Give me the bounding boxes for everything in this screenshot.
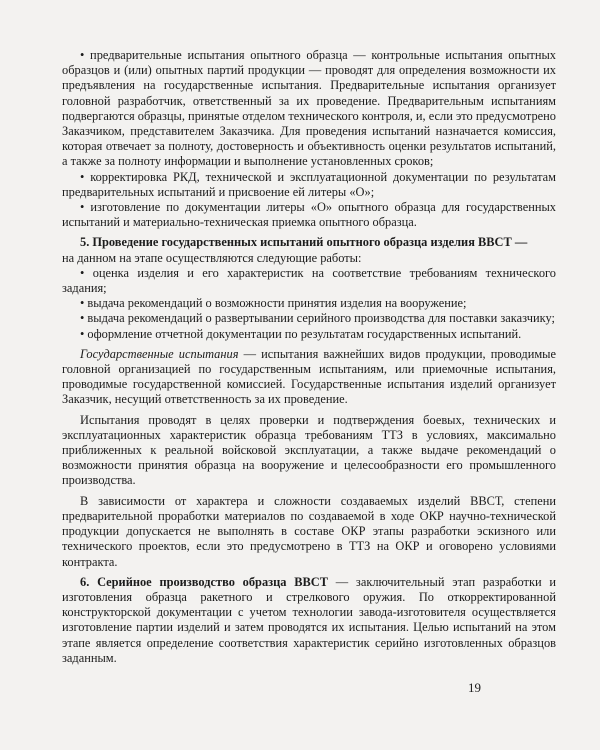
section-5-heading: 5. Проведение государственных испытаний опытного образца изделия ВВСТ — (80, 235, 528, 250)
bullet-rkd-correction: • корректировка РКД, технической и эксплуатационной документации по результатам предварительных испытаний и присвоение ей литеры «О»; (62, 169, 556, 199)
section-5-item: • оформление отчетной документации по результатам государственных испытаний. (80, 326, 522, 341)
section-5-intro: на данном на этапе осуществляются следующие работы: (62, 250, 362, 265)
section-5-item: • выдача рекомендаций о возможности принятия изделия на вооружение; (80, 296, 467, 311)
section-5-item: • оценка изделия и его характеристик на соответствие требованиям технического задания; (62, 265, 556, 296)
body-text (62, 48, 556, 666)
tests-purpose-paragraph: Испытания проводят в целях проверки и подтверждения боевых, технических и эксплуатационных характеристик образца требованиям ТТЗ в условиях, максимально приближенных к реальной войсковой эксплуатации, а также выдаче рекомендаций о возможности принятия образца на вооружение и целесообразности его промышленного производства. (62, 412, 556, 488)
page-number: 19 (468, 680, 481, 695)
bullet-manufacture-litera-o: • изготовление по документации литеры «О» опытного образца для государственных испытаний и материально-техническая приемка опытного образца. (62, 200, 556, 230)
section-5-item: • выдача рекомендаций о развертывании серийного производства для поставки заказчику; (80, 311, 555, 326)
definition-term: Государственные испытания (80, 346, 239, 361)
dependence-paragraph: В зависимости от характера и сложности создаваемых изделий ВВСТ, степени предварительной проработки материалов по создаваемой в ходе ОКР научно-технической продукции допускается не выполнять в составе ОКР этапы разработки эскизного или технического проектов, если это предусмотрено в ТТЗ на ОКР и оговорено условиями контракта. (62, 493, 556, 569)
definition-text: — испытания важнейших видов продукции, проводимые головной организацией по государственным испытаниям, или приемочные испытания, проводимые государственной комиссией. Государственные испытания изделий организует Заказчик, несущий ответственность за их проведение. (62, 346, 556, 407)
section-6-heading: 6. Серийное производство образца ВВСТ (80, 574, 328, 589)
state-tests-definition (62, 347, 556, 408)
section-5-paragraph (62, 235, 556, 265)
bullet-preliminary-tests: • предварительные испытания опытного образца — контрольные испытания опытных образцов и (или) опытных партий продукции — проводят для определения возможности их предъявления на государственные испытания. Предварительные испытания организует головной разработчик, ответственный за их проведение. Предварительным испытаниям подвергаются образцы, принятые отделом технического контроля, и, если это предусмотрено Заказчиком, представителем Заказчика. Для проведения испытаний назначается комиссия, которая отвечает за полноту, достоверность и объективность оценки результатов испытаний, а также за полноту информации и выполнение установленных сроков; (62, 48, 556, 169)
section-6-paragraph (62, 575, 556, 666)
section-6-text: — заключительный этап разработки и изготовления образца ракетного и стрелкового оружия. По откорректированной конструкторской документации с учетом технологии завода-изготовителя осуществляется изготовление партии изделий и затем проводятся их испытания. Целью испытаний на этом этапе является определение соответствия характеристик серийно изготовленных образцов заданным. (62, 574, 556, 665)
